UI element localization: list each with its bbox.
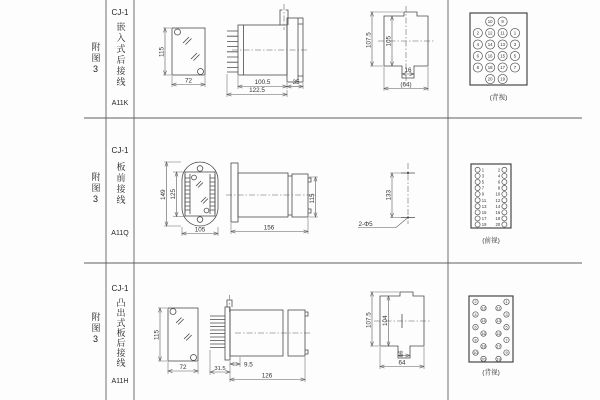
dim-front-width: 72 xyxy=(184,77,193,85)
row1-side-view xyxy=(227,4,309,97)
terminal-number: 3 xyxy=(481,173,485,179)
terminal-circle xyxy=(502,167,507,172)
figure-label-row1: 附图3 xyxy=(90,42,101,76)
terminal-number: 1 xyxy=(481,167,485,173)
row2-side-view xyxy=(226,163,318,234)
terminal-number: 17 xyxy=(481,216,487,222)
glass-hatch xyxy=(176,318,192,341)
mounting-hole xyxy=(198,69,204,75)
view-caption: (前视) xyxy=(482,237,500,245)
dim-bezel: 35 xyxy=(292,79,300,87)
row3-side-view xyxy=(210,295,312,382)
terminal-circle xyxy=(502,216,507,221)
dim-cutout-width: (64) xyxy=(400,81,412,89)
terminal-number: 4 xyxy=(474,312,477,317)
terminal-number: 17 xyxy=(496,344,501,349)
terminal-number: 9 xyxy=(501,19,504,25)
terminal-circle xyxy=(502,192,507,197)
terminal-circle xyxy=(475,173,480,178)
terminal-circle xyxy=(502,198,507,203)
row2-terminal-strip-front xyxy=(471,164,511,245)
hole-callout: 2-Φ5 xyxy=(358,221,373,228)
dim-cutout-height: 104 xyxy=(381,315,389,326)
terminal-number: 10 xyxy=(495,191,501,197)
row1-panel-cutout xyxy=(366,6,435,91)
terminal-number: 16 xyxy=(487,53,493,59)
row3-panel-cutout xyxy=(365,292,430,369)
terminal-number: 13 xyxy=(496,319,501,324)
terminal-number: 13 xyxy=(500,42,505,48)
code-label-row3: A11H xyxy=(111,378,129,385)
terminal-number: 8 xyxy=(476,65,479,71)
terminal-number: 9 xyxy=(505,350,508,355)
terminal-number: 17 xyxy=(500,65,505,71)
terminal-number: 14 xyxy=(487,42,493,48)
row2-drill-plan xyxy=(358,163,415,228)
row2-front-view xyxy=(160,162,218,236)
model-label-row2: CJ-1 xyxy=(111,146,129,155)
dim-cutout-height: 105 xyxy=(385,35,393,47)
terminal-number: 8 xyxy=(497,185,501,191)
terminal-number: 14 xyxy=(495,203,501,209)
terminal-circle xyxy=(475,192,480,197)
terminal-circle xyxy=(502,185,507,190)
terminal-number: 1 xyxy=(513,30,517,36)
terminal-circle xyxy=(502,210,507,215)
dim-depth: 100.5 xyxy=(254,79,271,87)
row1-terminal-block-rear xyxy=(470,13,527,102)
terminal-number: 3 xyxy=(505,312,508,317)
terminal-strips xyxy=(185,174,215,214)
dim-front-width: 105 xyxy=(194,226,206,234)
terminal-number: 5 xyxy=(481,179,485,185)
terminal-number: 3 xyxy=(513,42,517,48)
terminal-circle xyxy=(475,204,480,209)
mounting-hole xyxy=(170,309,176,315)
terminal-number: 20 xyxy=(487,76,493,82)
dim-inner-height: 125 xyxy=(169,188,177,200)
figure-label-row3: 附图3 xyxy=(90,312,101,346)
terminal-number: 11 xyxy=(481,197,487,203)
dim-cutout-outer-height: 107.5 xyxy=(365,32,373,48)
glass-hatch xyxy=(183,37,200,61)
dim-offset: 9.5 xyxy=(244,361,253,369)
terminal-number: 9 xyxy=(481,191,485,197)
terminal-number: 7 xyxy=(481,185,485,191)
mounting-label-row2: 板前接线 xyxy=(115,162,126,206)
terminal-circle xyxy=(475,167,480,172)
view-caption: (背视) xyxy=(482,369,500,377)
terminal-number: 1 xyxy=(505,300,508,305)
mounting-label-row3: 凸出式板后接线 xyxy=(115,298,126,368)
terminal-circle xyxy=(475,210,480,215)
terminal-number: 16 xyxy=(481,331,486,336)
terminal-number: 2 xyxy=(476,30,479,36)
terminal-circle xyxy=(502,173,507,178)
terminal-number: 4 xyxy=(476,42,479,48)
terminal-number: 5 xyxy=(513,53,517,59)
model-label-row1: CJ-1 xyxy=(111,8,129,17)
terminal-number: 13 xyxy=(481,203,487,209)
dim-side-height: 115 xyxy=(308,193,316,204)
row1-front-view xyxy=(159,28,206,87)
terminal-number: 20 xyxy=(481,357,486,362)
mounting-hole xyxy=(191,355,197,361)
terminal-number: 6 xyxy=(474,325,477,330)
dim-front-height: 115 xyxy=(158,46,166,57)
terminal-number: 10 xyxy=(473,350,478,355)
terminal-number: 7 xyxy=(513,65,517,71)
dim-front-height: 115 xyxy=(153,329,161,340)
view-caption: (背视) xyxy=(489,94,508,102)
code-label-row1: A11K xyxy=(111,100,129,107)
terminal-number: 6 xyxy=(497,179,501,185)
terminal-number: 12 xyxy=(495,197,501,203)
terminal-number: 15 xyxy=(496,331,501,336)
terminal-number: 10 xyxy=(487,19,493,25)
terminal-circle xyxy=(475,179,480,184)
terminal-number: 8 xyxy=(474,338,477,343)
dim-hole-spacing: 133 xyxy=(385,189,393,201)
terminal-number: 4 xyxy=(497,173,501,179)
terminal-number: 16 xyxy=(495,209,501,215)
mounting-hole xyxy=(197,217,203,223)
terminal-number: 20 xyxy=(495,222,501,228)
terminal-number: 2 xyxy=(474,300,477,305)
code-label-row2: A11Q xyxy=(111,230,129,237)
terminal-number: 15 xyxy=(481,209,487,215)
dim-side-depth: 156 xyxy=(263,224,275,232)
glass-hatch xyxy=(196,181,208,204)
dim-outer-height: 149 xyxy=(159,189,167,200)
pins xyxy=(227,31,238,72)
terminal-circle xyxy=(475,222,480,227)
terminal-number: 7 xyxy=(505,338,508,343)
dim-front-width: 72 xyxy=(179,363,187,371)
mounting-label-row1: 嵌入式后接线 xyxy=(115,22,126,88)
figure-label-row2: 附图3 xyxy=(90,172,101,206)
dim-pin-length: 31.5 xyxy=(214,365,226,372)
dim-cutout-slot: 16 xyxy=(398,350,405,357)
model-label-row3: CJ-1 xyxy=(111,284,129,293)
row3-front-view xyxy=(153,308,198,374)
terminal-number: 12 xyxy=(487,30,493,36)
terminal-number: 18 xyxy=(481,344,486,349)
row3-terminal-block-rear xyxy=(469,296,513,377)
terminal-number: 19 xyxy=(481,222,487,228)
terminal-number: 11 xyxy=(496,306,501,311)
terminal-circle xyxy=(502,222,507,227)
terminal-number: 11 xyxy=(500,30,505,36)
terminal-number: 19 xyxy=(500,76,505,82)
terminal-number: 6 xyxy=(476,53,479,59)
terminal-circle xyxy=(475,216,480,221)
terminal-number: 12 xyxy=(481,306,486,311)
terminal-number: 5 xyxy=(505,325,508,330)
terminal-number: 19 xyxy=(496,357,501,362)
terminal-circle xyxy=(475,198,480,203)
terminal-number: 14 xyxy=(481,319,486,324)
terminal-number: 18 xyxy=(495,216,501,222)
terminal-circle xyxy=(502,179,507,184)
mounting-hole xyxy=(175,29,181,35)
mounting-hole xyxy=(197,166,203,172)
terminal-number: 15 xyxy=(500,53,505,59)
dim-cutout-outer-height: 107.5 xyxy=(365,312,373,328)
terminal-number: 2 xyxy=(497,167,501,173)
dim-side-depth: 126 xyxy=(261,372,273,380)
dim-depth-total: 122.5 xyxy=(249,87,265,95)
dim-cutout-slot: 16 xyxy=(404,66,412,74)
dim-cutout-width: 64 xyxy=(398,359,406,367)
terminal-number: 18 xyxy=(487,65,493,71)
terminal-circle xyxy=(502,204,507,209)
pins xyxy=(210,316,225,348)
terminal-circle xyxy=(475,185,480,190)
